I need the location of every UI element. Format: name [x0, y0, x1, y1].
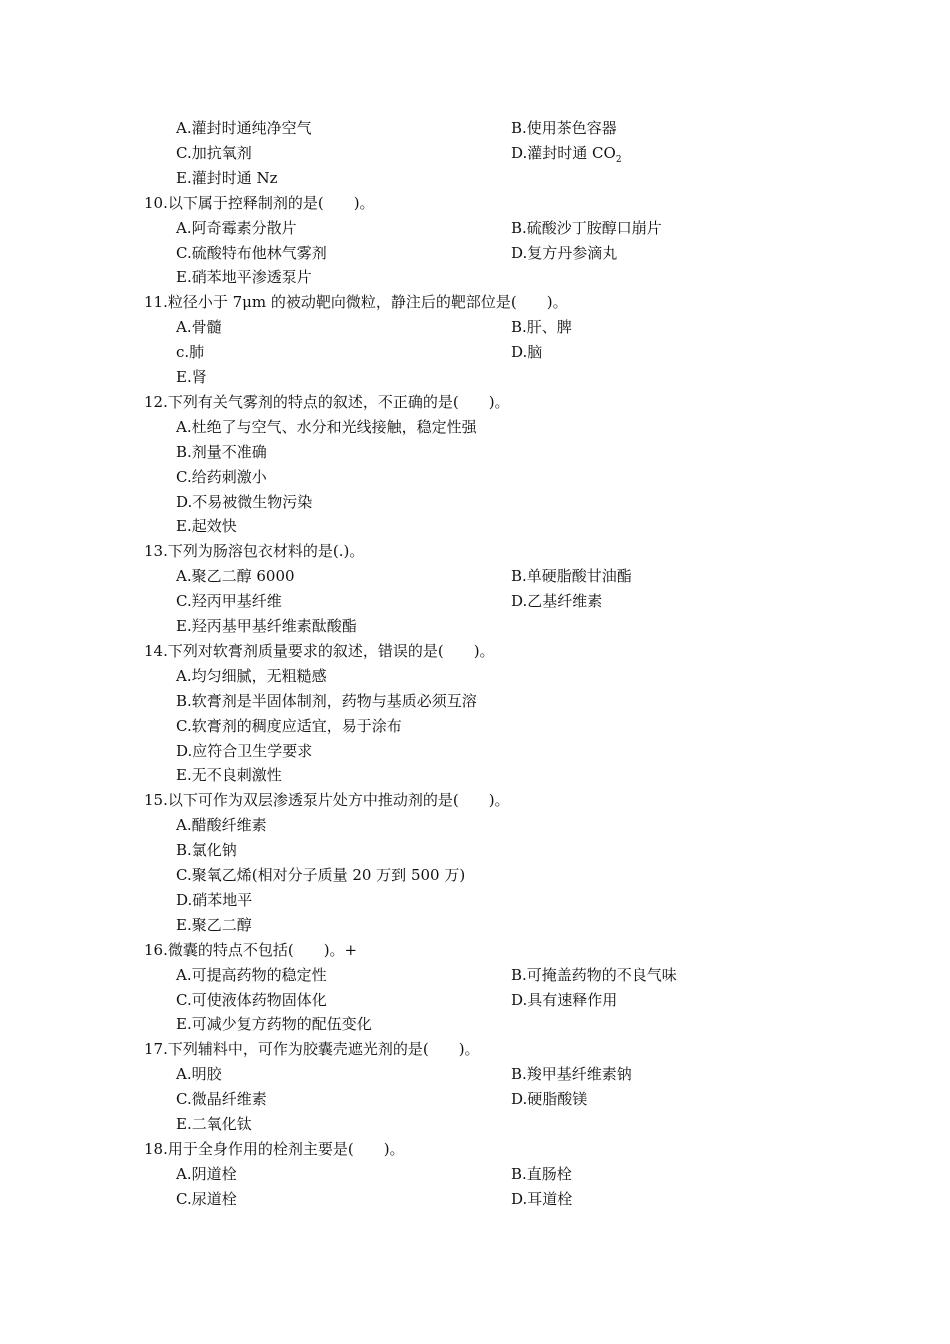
- answer-option: C.羟丙甲基纤维: [176, 592, 282, 611]
- question-stem: 13.下列为肠溶包衣材料的是(.)。: [144, 542, 365, 561]
- answer-option: E.羟丙基甲基纤维素酞酸酯: [176, 617, 357, 635]
- answer-option: A.阿奇霉素分散片: [176, 218, 297, 237]
- answer-option: C.加抗氧剂: [176, 143, 252, 162]
- answer-option: B.直肠栓: [511, 1164, 572, 1183]
- answer-option: D.不易被微生物污染: [176, 492, 313, 511]
- answer-option: E.起效快: [176, 517, 237, 536]
- answer-option: D.硝苯地平: [176, 890, 253, 909]
- answer-option: A.明胶: [176, 1065, 222, 1084]
- subscript: 2: [615, 154, 622, 165]
- answer-option: B.使用茶色容器: [511, 119, 617, 137]
- answer-option: E.聚乙二醇: [176, 915, 252, 934]
- question-stem: 18.用于全身作用的栓剂主要是( )。: [144, 1139, 405, 1158]
- answer-option: B.单硬脂酸甘油酯: [511, 567, 632, 586]
- answer-option: D.乙基纤维素: [511, 592, 603, 611]
- answer-option: B.剂量不准确: [176, 442, 267, 461]
- answer-option: D.具有速释作用: [511, 990, 618, 1009]
- answer-option: E.二氧化钛: [176, 1115, 252, 1133]
- answer-option: C.聚氧乙烯(相对分子质量 20 万到 500 万): [176, 866, 466, 884]
- answer-option: B.肝、脾: [511, 318, 572, 337]
- answer-option: C.给药刺激小: [176, 467, 267, 486]
- answer-option: E.肾: [176, 368, 207, 386]
- answer-option: E.硝苯地平渗透泵片: [176, 268, 312, 287]
- answer-option: C.硫酸特布他林气雾剂: [176, 243, 327, 262]
- answer-option: E.无不良刺激性: [176, 766, 282, 785]
- question-stem: 17.下列辅料中，可作为胶囊壳遮光剂的是( )。: [144, 1040, 480, 1059]
- answer-option: C.软膏剂的稠度应适宜，易于涂布: [176, 716, 402, 735]
- question-stem: 14.下列对软膏剂质量要求的叙述，错误的是( )。: [144, 641, 495, 660]
- answer-option: D.耳道栓: [511, 1189, 573, 1208]
- answer-option: B.软膏剂是半固体制剂，药物与基质必须互溶: [176, 691, 477, 710]
- answer-option: B.硫酸沙丁胺醇口崩片: [511, 218, 662, 237]
- answer-option: E.灌封时通 Nz: [176, 168, 278, 187]
- answer-option: A.阴道栓: [176, 1164, 237, 1183]
- answer-option: A.聚乙二醇 6000: [176, 567, 295, 586]
- answer-option: E.可减少复方药物的配伍变化: [176, 1015, 372, 1034]
- question-stem: 12.下列有关气雾剂的特点的叙述，不正确的是( )。: [144, 392, 510, 411]
- answer-option: A.醋酸纤维素: [176, 816, 267, 835]
- answer-option: A.可提高药物的稳定性: [176, 965, 327, 984]
- question-stem: 15.以下可作为双层渗透泵片处方中推动剂的是( )。: [144, 791, 510, 810]
- answer-option: D.硬脂酸镁: [511, 1090, 588, 1109]
- question-stem: 11.粒径小于 7μm 的被动靶向微粒，静注后的靶部位是( )。: [144, 293, 568, 312]
- answer-option: A.均匀细腻，无粗糙感: [176, 666, 327, 685]
- answer-option: B.羧甲基纤维素钠: [511, 1065, 632, 1084]
- answer-option: B.可掩盖药物的不良气味: [511, 965, 677, 984]
- answer-option: C.尿道栓: [176, 1189, 237, 1208]
- answer-option: A.灌封时通纯净空气: [176, 119, 312, 137]
- answer-option: c.肺: [176, 343, 205, 362]
- answer-option: C.微晶纤维素: [176, 1090, 267, 1109]
- answer-option: D.灌封时通 $CO_2$: [511, 143, 622, 165]
- answer-option: A.杜绝了与空气、水分和光线接触，稳定性强: [176, 417, 477, 436]
- question-stem: 10.以下属于控释制剂的是( )。: [144, 193, 375, 212]
- answer-option: D.脑: [511, 343, 543, 362]
- answer-option: A.骨髓: [176, 318, 222, 337]
- answer-option: B.氯化钠: [176, 841, 237, 860]
- answer-option: D.复方丹参滴丸: [511, 243, 618, 262]
- question-stem: 16.微囊的特点不包括( )。+: [144, 940, 358, 959]
- answer-option: C.可使液体药物固体化: [176, 990, 327, 1009]
- answer-option: D.应符合卫生学要求: [176, 741, 313, 760]
